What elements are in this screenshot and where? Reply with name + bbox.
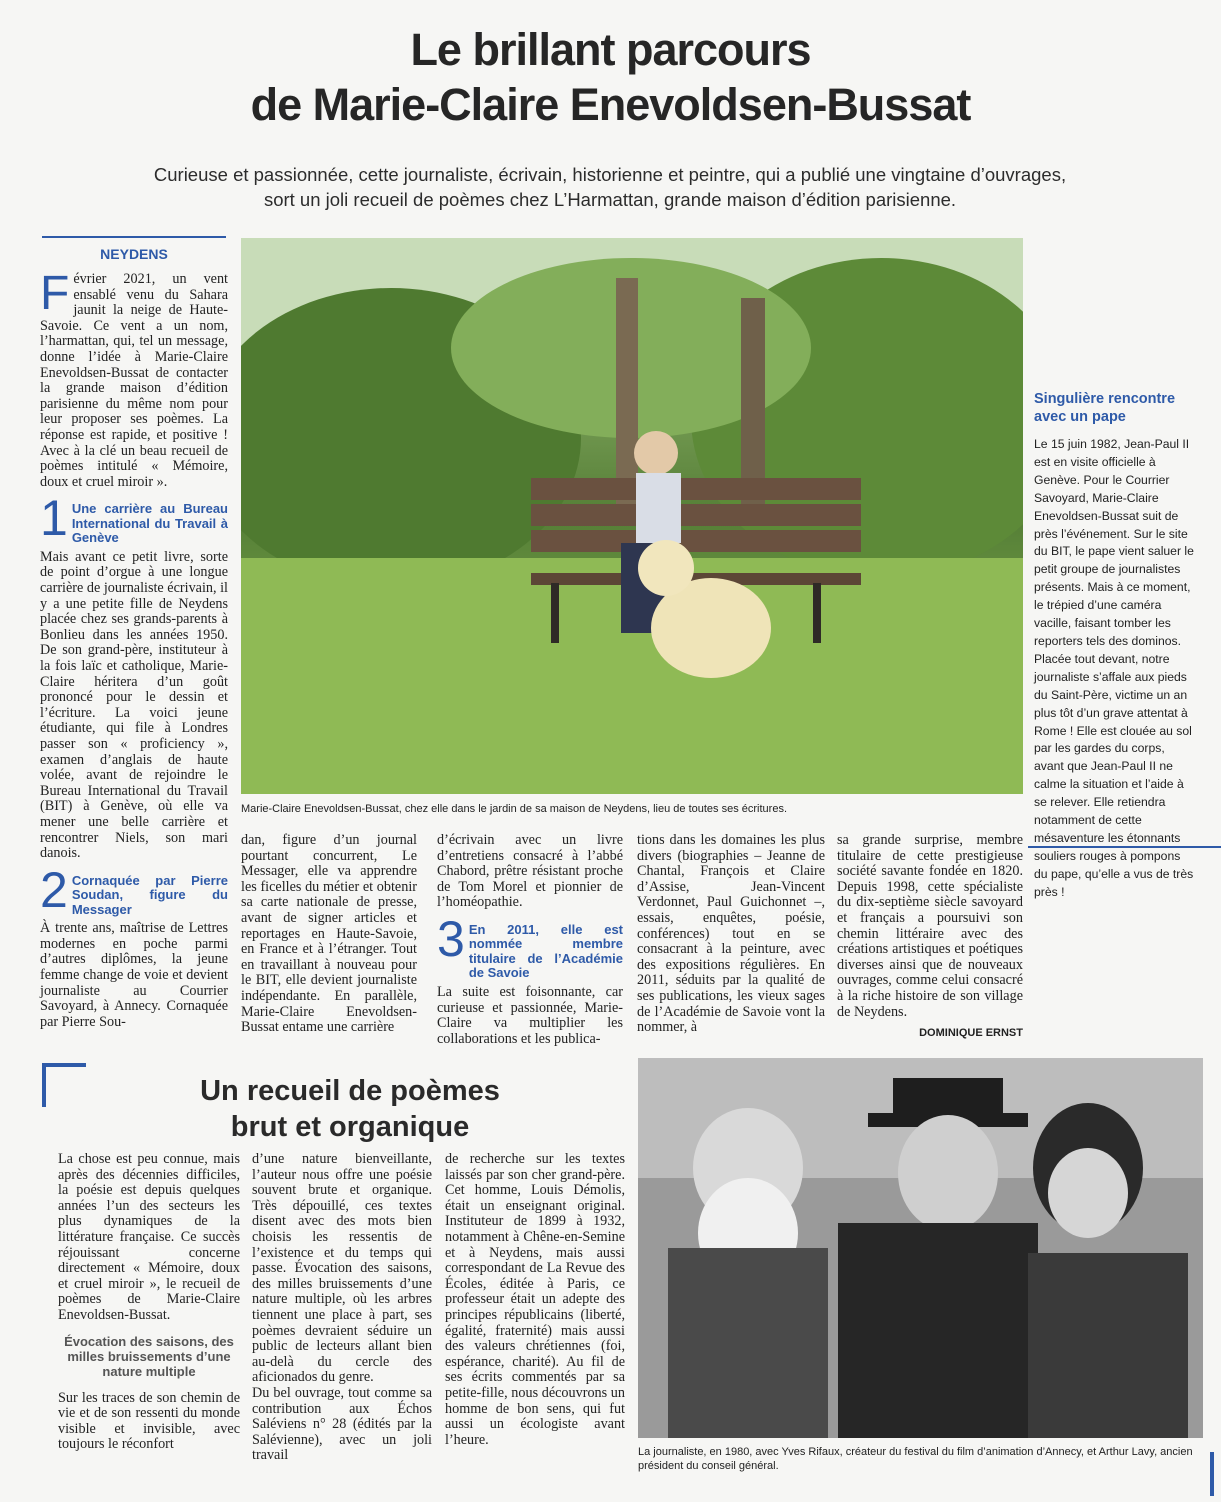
article-column-3 [437, 833, 623, 1047]
section-2-heading [40, 861, 228, 918]
article-column-1 [40, 267, 228, 1030]
subtitle-line1: Curieuse et passionnée, cette journaliste, écrivain, historienne et peintre, qui a publié une vingtaine d’ouvrages, [153, 164, 1067, 185]
headline [0, 22, 1221, 132]
subtitle-line2: sort un joli recueil de poèmes chez L’Harmattan, grande maison d’édition parisienne. [263, 189, 957, 210]
byline: DOMINIQUE ERNST [919, 1027, 1023, 1040]
second-column-1 [58, 1152, 240, 1453]
headline-line1: Le brillant parcours [410, 24, 811, 75]
section-2-text: À trente ans, maîtrise de Lettres modernes en poche parmi d’autres diplômes, la jeune femme change de voie et devient journaliste au Courrier Savoyard, à Annecy. Cornaquée par Pierre Sou- [40, 920, 228, 1030]
dateline-rule [42, 236, 226, 238]
column-2-text: dan, figure d’un journal pourtant concurrent, Le Messager, elle va apprendre les ficelles du métier et obtenir sa carte nationale de presse, avant de signer articles et reportages en Haute-Savoie, en France et à l’étranger. Tout en travaillant à nouveau pour le BIT, elle devient journaliste indépendante. En parallèle, Marie-Claire Enevoldsen-Bussat entame une carrière [241, 832, 417, 1036]
garden-photo [241, 238, 1023, 794]
corner-mark-horizontal [42, 1063, 86, 1067]
column-4-text: tions dans les domaines les plus divers (biographies – Jeanne de Chantal, François et Claire d’Assise, Jean-Vincent Verdonnet, Paul Guichonnet –, essais, enquêtes, poésie, conférences) tout en se consacrant à la peinture, avec des expositions régulières. En 2011, séduits par la qualité de ses publications, les vieux sages de l’Académie de Savoie vont la nommer, à [637, 832, 825, 1036]
second-column-3 [445, 1152, 625, 1448]
dropcap: F [40, 267, 70, 320]
second-column-2-text: d’une nature bienveillante, l’auteur nous offre une poésie souvent brute et organique. Très dépouillé, ces textes disent avec des mots bien choisis les ressentis de l’existence et du temps qui passe. Évocation des saisons, des milles bruissements d’une nature multiple, où les arbres tiennent une place à part, ses poèmes devraient séduire un public de lecteurs allant bien au-delà du cercle des aficionados du genre. [252, 1151, 432, 1386]
article-column-4 [637, 833, 825, 1036]
section-1-number: 1 [40, 490, 68, 547]
historic-photo [638, 1058, 1203, 1438]
historic-photo-illustration [638, 1058, 1203, 1438]
headline-line2: de Marie-Claire Enevoldsen-Bussat [250, 79, 971, 130]
second-column-1-text: La chose est peu connue, mais après des décennies difficiles, la poésie est depuis quelques années l’un des secteurs les plus dynamiques de la littérature française. Ce succès réjouissant concerne directement « Mémoire, doux et cruel miroir », le recueil de poèmes de Marie-Claire Enevoldsen-Bussat. [58, 1151, 240, 1323]
sidebar-rule [1028, 846, 1221, 848]
column-5-text: sa grande surprise, membre titulaire de cette prestigieuse société savante fondée en 1820. Depuis 1998, cette spécialiste du dix-septième siècle savoyard et français a poursuivi son chemin littéraire avec des créations artistiques et poétiques diverses ainsi que de nouveaux ouvrages, comme celui consacré à la riche histoire de son village de Neydens. [837, 832, 1023, 1020]
second-headline-line1: Un recueil de poèmes [200, 1075, 500, 1107]
sidebar-box [1034, 390, 1194, 902]
section-1-heading [40, 490, 228, 547]
subtitle [120, 162, 1100, 212]
second-column-2-text-b: Du bel ouvrage, tout comme sa contribution aux Échos Saléviens n° 28 (édités par la Salévienne), avec un joli travail [252, 1384, 432, 1464]
corner-mark-right [1210, 1452, 1214, 1496]
dateline: NEYDENS [100, 246, 168, 262]
garden-photo-illustration [241, 238, 1023, 794]
sidebar-title: Singulière rencontre avec un pape [1034, 391, 1176, 425]
section-1-title: Une carrière au Bureau International du Travail à Genève [71, 501, 228, 546]
second-headline [160, 1073, 540, 1145]
historic-photo-caption: La journaliste, en 1980, avec Yves Rifaux, créateur du festival du film d’animation d’Annecy, et Arthur Lavy, ancien président du conseil général. [638, 1446, 1193, 1472]
section-1-text: Mais avant ce petit livre, sorte de point d’orgue à une longue carrière de journaliste écrivain, il y a une petite fille de Neydens placée chez ses grands-parents à Bonlieu dans les années 1950. De son grand-père, instituteur à la fois laïc et catholique, Marie-Claire héritera d’un goût prononcé pour le dessin et l’écriture. La voici jeune étudiante, qui file à Londres passer son « proficiency », examen d’anglais de haute volée, avant de rejoindre le Bureau International du Travail (BIT) à Genève, où elle va mener une belle carrière et rencontrer Niels, son mari danois. [40, 548, 228, 862]
second-subhead: Évocation des saisons, des milles bruissements d’une nature multiple [64, 1333, 234, 1379]
sidebar-text: Le 15 juin 1982, Jean-Paul II est en visite officielle à Genève. Pour le Courrier Savoyard, Marie-Claire Enevoldsen-Bussat suit de près l’événement. Sur le site du BIT, le pape vient saluer le petit groupe de journalistes présents. Mais à ce moment, le trépied d’une caméra vacille, faisant tomber les reporters tels des dominos. Placée tout devant, notre journaliste s’affale aux pieds du Saint-Père, victime un an plus tôt d’un grave attentat à Rome ! Elle est clouée au sol par les gardes du corps, avant que Jean-Paul II ne calme la situation et l’aide à se relever. Elle retiendra notamment de cette mésaventure les étonnants souliers rouges à pompons du pape, qu’elle a vus de très près ! [1034, 437, 1194, 899]
garden-photo-caption: Marie-Claire Enevoldsen-Bussat, chez elle dans le jardin de sa maison de Neydens, lieu de toutes ses écritures. [241, 803, 788, 815]
second-column-1-text-b: Sur les traces de son chemin de vie et de son ressenti du monde visible et invisible, avec toujours le réconfort [58, 1389, 240, 1453]
column-3-text-a: d’écrivain avec un livre d’entretiens consacré à l’abbé Chabord, prêtre résistant proche de Tom Morel et pionnier de l’homéopathie. [437, 832, 623, 911]
second-column-2 [252, 1152, 432, 1464]
column-3-text-b: La suite est foisonnante, car curieuse et passionnée, Marie-Claire va multiplier les collaborations et les publica- [437, 983, 623, 1047]
corner-mark-vertical [42, 1063, 46, 1107]
second-column-3-text: de recherche sur les textes laissés par son cher grand-père. Cet homme, Louis Démolis, était un enseignant original. Instituteur de 1899 à 1932, notamment à Chêne-en-Semine et à Neydens, mais aussi correspondant de La Revue des Écoles, éditée à Paris, ce professeur était un adepte des principes républicains (liberté, égalité, fraternité) mais aussi des valeurs chrétiennes (foi, espérance, charité). Au fil de ses écrits commentés par sa petite-fille, nous découvrons un homme de bon sens, qui fut aussi un écologiste avant l’heure. [445, 1151, 625, 1448]
section-2-number: 2 [40, 861, 68, 918]
article-intro: évrier 2021, un vent ensablé venu du Sahara jaunit la neige de Haute-Savoie. Ce vent a un nom, l’harmattan, qui, tel un message, donne l’idée à Marie-Claire Enevoldsen-Bussat de contacter la grande maison d’édition parisienne du même nom pour leur proposer ses poèmes. La réponse est rapide, et positive ! Avec à la clé un beau recueil de poèmes intitulé « Mémoire, doux et cruel miroir ». [40, 271, 228, 490]
section-3-title: En 2011, elle est nommée membre titulaire de l’Académie de Savoie [468, 921, 623, 981]
second-headline-line2: brut et organique [230, 1111, 470, 1143]
article-column-2 [241, 833, 417, 1036]
article-column-5 [837, 833, 1023, 1042]
section-2-title: Cornaquée par Pierre Soudan, figure du Messager [71, 872, 228, 917]
section-3-heading [437, 910, 623, 981]
section-3-number: 3 [437, 910, 465, 967]
